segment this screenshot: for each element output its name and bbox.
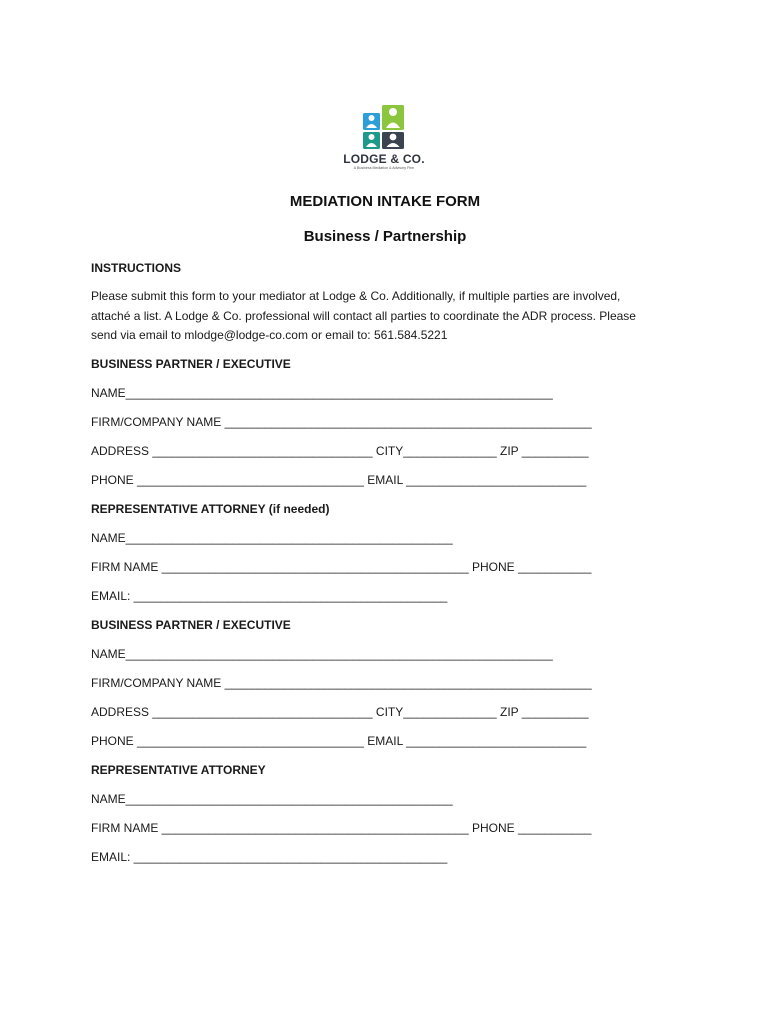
section-heading-partner-2: BUSINESS PARTNER / EXECUTIVE	[91, 618, 291, 632]
logo-tagline: A Business Mediation & Advisory Firm	[353, 166, 415, 170]
instructions-line: attaché a list. A Lodge & Co. professional will contact all parties to coordinate the ADR process. Please	[91, 308, 636, 323]
partner-1-name-field[interactable]: NAME________________________________________________________________	[91, 386, 553, 400]
instructions-heading: INSTRUCTIONS	[91, 261, 181, 275]
attorney-2-name-field[interactable]: NAME_________________________________________________	[91, 792, 453, 806]
attorney-2-firm-field[interactable]: FIRM NAME ______________________________________________ PHONE ___________	[91, 821, 592, 835]
partner-2-address-field[interactable]: ADDRESS _________________________________ CITY______________ ZIP __________	[91, 705, 589, 719]
section-heading-attorney-2: REPRESENTATIVE ATTORNEY	[91, 763, 266, 777]
form-subtitle: Business / Partnership	[303, 228, 467, 245]
partner-1-firm-field[interactable]: FIRM/COMPANY NAME _______________________________________________________	[91, 415, 592, 429]
form-title: MEDIATION INTAKE FORM	[289, 193, 481, 210]
section-heading-partner-1: BUSINESS PARTNER / EXECUTIVE	[91, 357, 291, 371]
partner-2-phone-field[interactable]: PHONE __________________________________ EMAIL ___________________________	[91, 734, 587, 748]
logo-people-icon	[361, 103, 407, 151]
company-logo	[343, 103, 425, 171]
section-heading-attorney-1: REPRESENTATIVE ATTORNEY (if needed)	[91, 502, 330, 516]
logo-name: LODGE & CO.	[343, 152, 425, 166]
instructions-paragraph	[91, 287, 681, 346]
partner-1-phone-field[interactable]: PHONE __________________________________ EMAIL ___________________________	[91, 473, 587, 487]
instructions-line: send via email to mlodge@lodge-co.com or email to: 561.584.5221	[91, 328, 448, 342]
attorney-2-email-field[interactable]: EMAIL: _______________________________________________	[91, 850, 448, 864]
partner-2-firm-field[interactable]: FIRM/COMPANY NAME _______________________________________________________	[91, 676, 592, 690]
attorney-1-email-field[interactable]: EMAIL: _______________________________________________	[91, 589, 448, 603]
attorney-1-name-field[interactable]: NAME_________________________________________________	[91, 531, 453, 545]
instructions-line: Please submit this form to your mediator at Lodge & Co. Additionally, if multiple parties are involved,	[91, 289, 621, 303]
attorney-1-firm-field[interactable]: FIRM NAME ______________________________________________ PHONE ___________	[91, 560, 592, 574]
partner-2-name-field[interactable]: NAME________________________________________________________________	[91, 647, 553, 661]
partner-1-address-field[interactable]: ADDRESS _________________________________ CITY______________ ZIP __________	[91, 444, 589, 458]
